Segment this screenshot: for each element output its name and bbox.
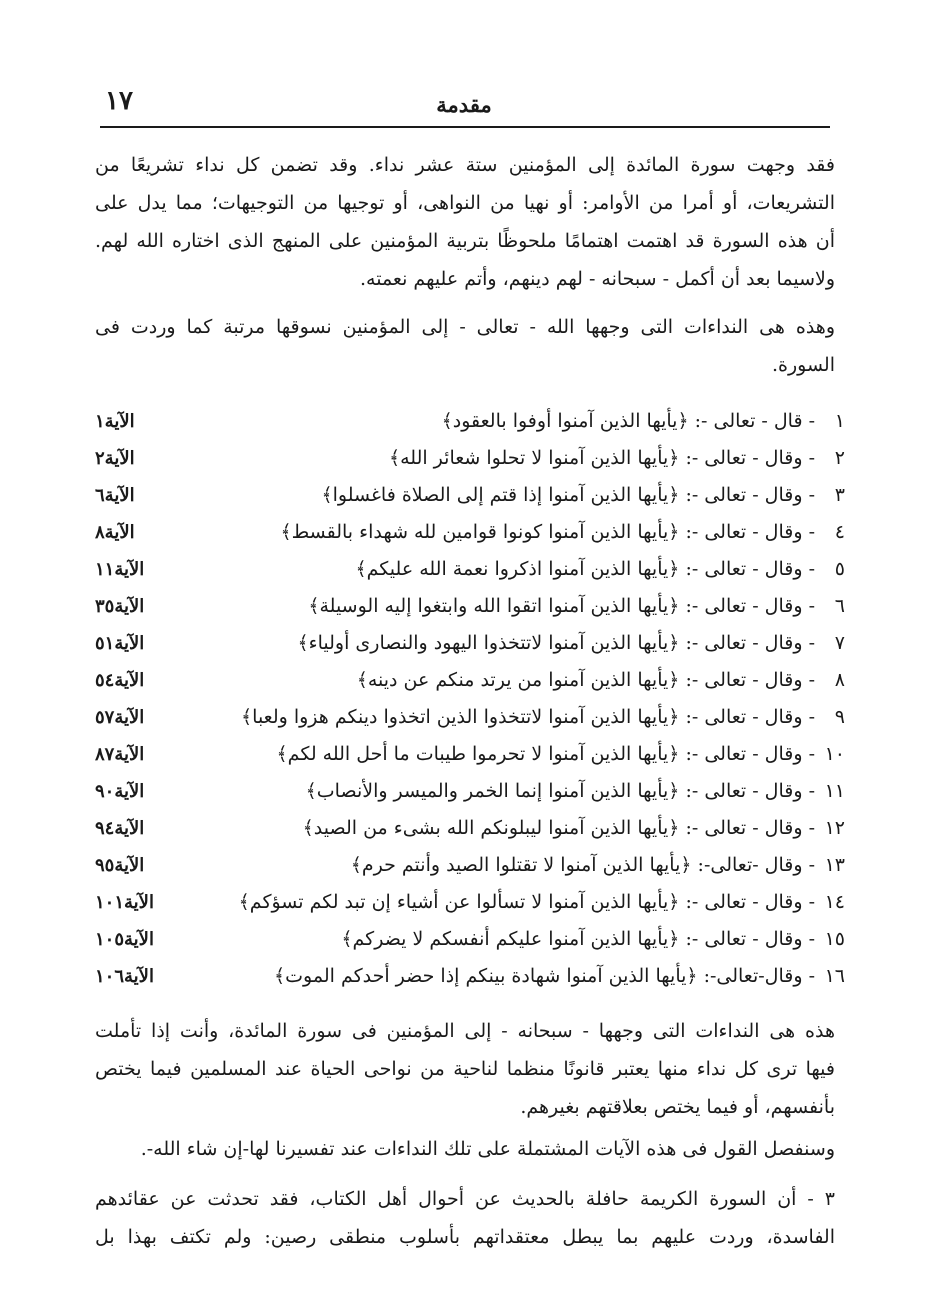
section-3-paragraph — [95, 1180, 835, 1256]
item-text: - وقال - تعالى -: ﴿يأيها الذين آمنوا إذا قتم إلى الصلاة فاغسلوا﴾ — [321, 484, 815, 506]
running-title: مقدمة — [436, 92, 492, 117]
item-verse-ref: الآية٢ — [95, 448, 135, 469]
item-number: ٩ — [834, 706, 845, 728]
list-item — [95, 773, 845, 810]
list-item — [95, 884, 845, 921]
item-verse-ref: الآية٩٤ — [95, 818, 145, 839]
item-number: ١٥ — [824, 928, 845, 950]
intro-line: ولاسيما بعد أن أكمل - سبحانه - لهم دينهم، وأتم عليهم نعمته. — [359, 268, 835, 290]
list-item — [95, 551, 845, 588]
closing-line: هذه هى النداءات التى وجهها - سبحانه - إلى المؤمنين فى سورة المائدة، وأنت إذا تأملت — [95, 1020, 835, 1042]
item-verse-ref: الآية٨ — [95, 522, 135, 543]
intro2-line: السورة. — [771, 354, 835, 376]
closing-line: بأنفسهم، أو فيما يختص بعلاقتهم بغيرهم. — [520, 1096, 835, 1118]
item-text: - وقال - تعالى -: ﴿يأيها الذين آمنوا ليبلونكم الله بشىء من الصيد﴾ — [302, 817, 815, 839]
item-verse-ref: الآية٨٧ — [95, 744, 145, 765]
list-item — [95, 588, 845, 625]
nida-list — [95, 403, 845, 1003]
item-text: - وقال - تعالى -: ﴿يأيها الذين آمنوا إنما الخمر والميسر والأنصاب﴾ — [305, 780, 815, 802]
list-item — [95, 662, 845, 699]
closing-line: فيها ترى كل نداء منها يعتبر قانونًا منظما لناحية من نواحى الحياة عند المسلمين فيما يختص — [95, 1058, 835, 1080]
item-number: ٢ — [834, 447, 845, 469]
list-item — [95, 699, 845, 736]
item-number: ١٠ — [824, 743, 845, 765]
item-text: - وقال - تعالى -: ﴿يأيها الذين آمنوا لا تحرموا طيبات ما أحل الله لكم﴾ — [276, 743, 815, 765]
item-verse-ref: الآية٩٥ — [95, 855, 145, 876]
item-text: - وقال-تعالى-: ﴿يأيها الذين آمنوا شهادة بينكم إذا حضر أحدكم الموت﴾ — [274, 965, 815, 987]
intro-paragraph — [95, 146, 835, 298]
intro-line: فقد وجهت سورة المائدة إلى المؤمنين ستة عشر نداء. وقد تضمن كل نداء تشريعًا من — [95, 154, 835, 176]
list-item — [95, 958, 845, 995]
item-number: ١٦ — [824, 965, 845, 987]
item-text: - وقال - تعالى -: ﴿يأيها الذين آمنوا عليكم أنفسكم لا يضركم﴾ — [341, 928, 815, 950]
item-text: - وقال - تعالى -: ﴿يأيها الذين آمنوا كونوا قوامين لله شهداء بالقسط﴾ — [280, 521, 815, 543]
list-item — [95, 810, 845, 847]
item-verse-ref: الآية١١ — [95, 559, 145, 580]
item-number: ١٢ — [824, 817, 845, 839]
list-item — [95, 514, 845, 551]
list-item — [95, 921, 845, 958]
item-number: ٣ — [834, 484, 845, 506]
item-verse-ref: الآية١٠٥ — [95, 929, 154, 950]
item-number: ١٣ — [824, 854, 845, 876]
intro-paragraph-2 — [95, 308, 835, 384]
list-item — [95, 477, 845, 514]
item-text: - وقال - تعالى -: ﴿يأيها الذين آمنوا لا تحلوا شعائر الله﴾ — [388, 447, 815, 469]
section-3-line: ٣ - أن السورة الكريمة حافلة بالحديث عن أحوال أهل الكتاب، فقد تحدثت عن عقائدهم — [95, 1188, 835, 1210]
item-verse-ref: الآية٥٧ — [95, 707, 145, 728]
item-verse-ref: الآية١٠١ — [95, 892, 154, 913]
item-verse-ref: الآية٩٠ — [95, 781, 145, 802]
item-text: - وقال - تعالى -: ﴿يأيها الذين آمنوا لاتتخذوا اليهود والنصارى أولياء﴾ — [297, 632, 815, 654]
section-3-line: الفاسدة، وردت عليهم بما يبطل معتقداتهم بأسلوب منطقى رصين: ولم تكتف بهذا بل — [95, 1226, 835, 1248]
item-number: ٧ — [834, 632, 845, 654]
item-text: - قال - تعالى -: ﴿يأيها الذين آمنوا أوفوا بالعقود﴾ — [441, 410, 815, 432]
intro-line: أن هذه السورة قد اهتمت اهتمامًا ملحوظًا بتربية المؤمنين على المنهج الذى اختاره الله لهم. — [95, 230, 835, 252]
item-text: - وقال - تعالى -: ﴿يأيها الذين آمنوا لاتتخذوا الذين اتخذوا دينكم هزوا ولعبا﴾ — [241, 706, 815, 728]
page-number: ١٧ — [105, 86, 133, 116]
item-number: ٥ — [834, 558, 845, 580]
item-number: ٦ — [834, 595, 845, 617]
list-item — [95, 403, 845, 440]
item-number: ٨ — [834, 669, 845, 691]
item-verse-ref: الآية٥٤ — [95, 670, 145, 691]
item-text: - وقال - تعالى -: ﴿يأيها الذين آمنوا اذكروا نعمة الله عليكم﴾ — [355, 558, 815, 580]
item-number: ١٤ — [824, 891, 845, 913]
item-verse-ref: الآية١ — [95, 411, 135, 432]
item-number: ١١ — [824, 780, 845, 802]
header-rule — [100, 126, 830, 128]
item-text: - وقال - تعالى -: ﴿يأيها الذين آمنوا لا تسألوا عن أشياء إن تبد لكم تسؤكم﴾ — [238, 891, 815, 913]
item-verse-ref: الآية٣٥ — [95, 596, 145, 617]
item-verse-ref: الآية٥١ — [95, 633, 145, 654]
item-number: ١ — [834, 410, 845, 432]
item-verse-ref: الآية٦ — [95, 485, 135, 506]
item-text: - وقال -تعالى-: ﴿يأيها الذين آمنوا لا تقتلوا الصيد وأنتم حرم﴾ — [350, 854, 815, 876]
item-text: - وقال - تعالى -: ﴿يأيها الذين آمنوا من يرتد منكم عن دينه﴾ — [356, 669, 815, 691]
item-number: ٤ — [834, 521, 845, 543]
item-verse-ref: الآية١٠٦ — [95, 966, 154, 987]
page-header — [95, 78, 833, 130]
intro-line: التشريعات، أو أمرا من الأوامر: أو نهيا من النواهى، أو توجيها من التوجيهات؛ مما يدل على — [95, 192, 835, 214]
closing-note: وسنفصل القول فى هذه الآيات المشتملة على تلك النداءات عند تفسيرنا لها-إن شاء الله-. — [140, 1138, 835, 1160]
intro2-line: وهذه هى النداءات التى وجهها الله - تعالى - إلى المؤمنين نسوقها مرتبة كما وردت فى — [95, 316, 835, 338]
closing-paragraph — [95, 1012, 835, 1126]
list-item — [95, 440, 845, 477]
list-item — [95, 736, 845, 773]
list-item — [95, 625, 845, 662]
item-text: - وقال - تعالى -: ﴿يأيها الذين آمنوا اتقوا الله وابتغوا إليه الوسيلة﴾ — [308, 595, 815, 617]
list-item — [95, 847, 845, 884]
